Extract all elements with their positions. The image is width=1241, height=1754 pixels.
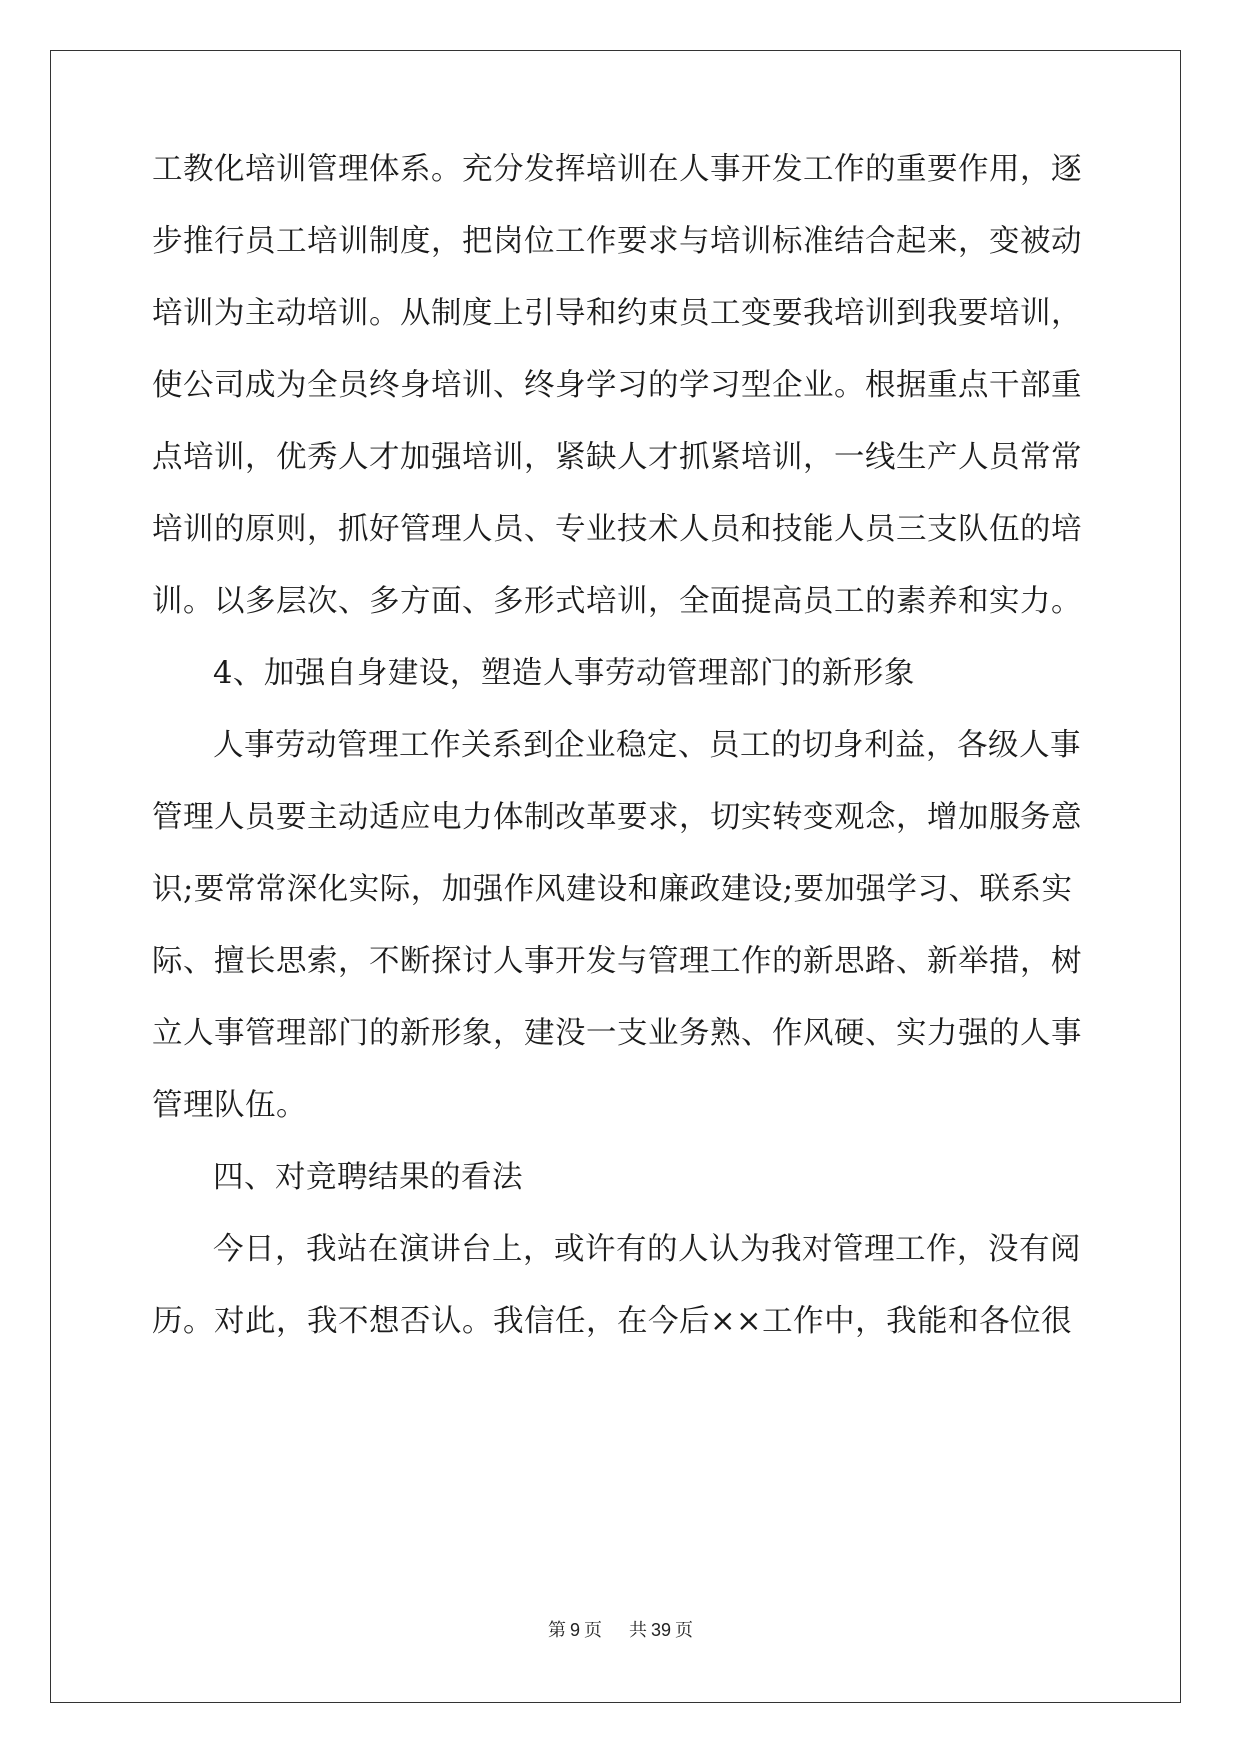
text-line-2: 步推行员工培训制度，把岗位工作要求与培训标准结合起来，变被动 <box>152 224 1082 259</box>
footer-total-suffix: 页 <box>674 1620 693 1641</box>
section-heading-4: 4、加强自身建设，塑造人事劳动管理部门的新形象 <box>213 656 915 691</box>
text-line-1: 工教化培训管理体系。充分发挥培训在人事开发工作的重要作用，逐 <box>152 152 1082 187</box>
text-line-9: 人事劳动管理工作关系到企业稳定、员工的切身利益，各级人事 <box>213 728 1081 763</box>
text-line-11: 识;要常常深化实际，加强作风建设和廉政建设;要加强学习、联系实 <box>152 872 1073 907</box>
footer-total-prefix: 共 <box>628 1620 647 1641</box>
footer-prefix: 第 <box>548 1620 567 1641</box>
text-line-3: 培训为主动培训。从制度上引导和约束员工变要我培训到我要培训， <box>152 296 1082 331</box>
text-line-13: 立人事管理部门的新形象，建没一支业务熟、作风硬、实力强的人事 <box>152 1016 1082 1051</box>
footer-total-pages: 39 <box>650 1620 671 1640</box>
text-line-10: 管理人员要主动适应电力体制改革要求，切实转变观念，增加服务意 <box>152 800 1082 835</box>
text-line-14: 管理队伍。 <box>152 1088 307 1123</box>
text-line-16: 今日，我站在演讲台上，或许有的人认为我对管理工作，没有阅 <box>213 1232 1081 1267</box>
text-line-12: 际、擅长思索，不断探讨人事开发与管理工作的新思路、新举措，树 <box>152 944 1082 979</box>
footer-page-number: 9 <box>570 1620 581 1640</box>
text-line-4: 使公司成为全员终身培训、终身学习的学习型企业。根据重点干部重 <box>152 368 1082 403</box>
text-line-7: 训。以多层次、多方面、多形式培训，全面提高员工的素养和实力。 <box>152 584 1082 619</box>
text-line-6: 培训的原则，抓好管理人员、专业技术人员和技能人员三支队伍的培 <box>152 512 1082 547</box>
text-line-17: 历。对此，我不想否认。我信任，在今后××工作中，我能和各位很 <box>152 1304 1073 1339</box>
text-line-5: 点培训，优秀人才加强培训，紧缺人才抓紧培训，一线生产人员常常 <box>152 440 1082 475</box>
section-heading-four: 四、对竞聘结果的看法 <box>213 1160 523 1195</box>
page-footer <box>0 1616 1241 1642</box>
footer-page-suffix: 页 <box>584 1620 603 1641</box>
